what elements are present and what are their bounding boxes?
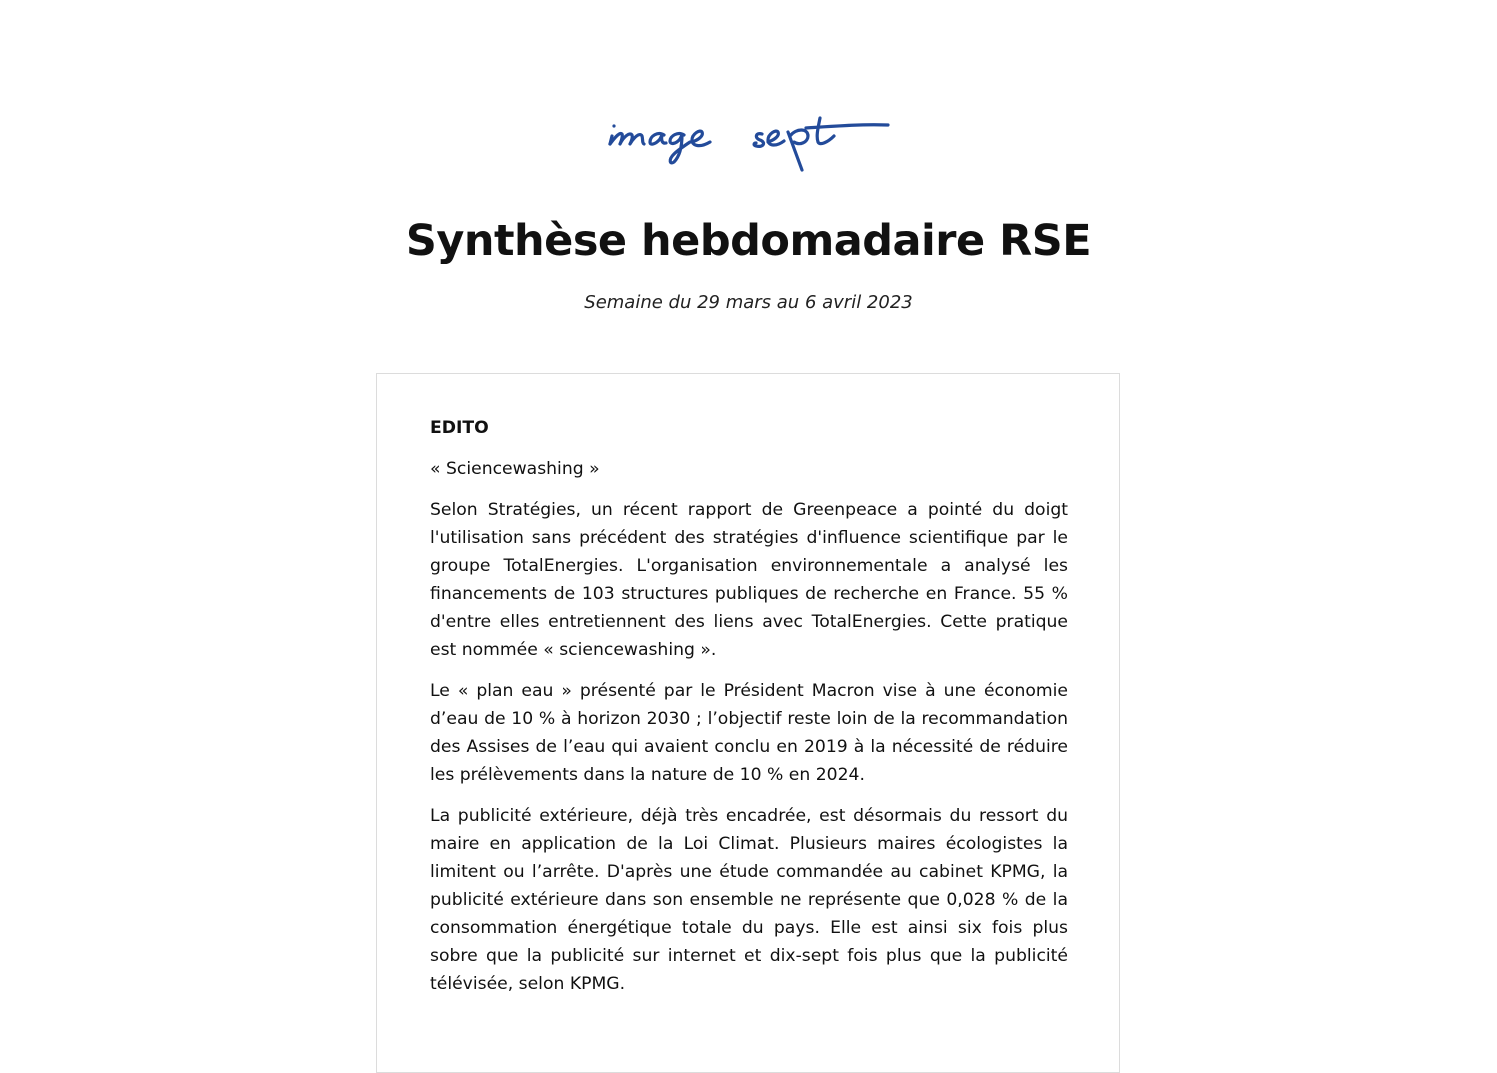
edito-tagline: « Sciencewashing » bbox=[430, 459, 600, 479]
edito-card bbox=[376, 373, 1120, 1073]
edito-heading: EDITO bbox=[430, 418, 489, 438]
image-sept-logo bbox=[606, 110, 892, 176]
edito-paragraph-1: Selon Stratégies, un récent rapport de Greenpeace a pointé du doigt l'utilisation sans précédent des stratégies d'influence scientifique par le groupe TotalEnergies. L'organisation environnementale a analysé les financements de 103 structures publiques de recherche en France. 55 % d'entre elles entretiennent des liens avec TotalEnergies. Cette pratique est nommée « sciencewashing ». bbox=[430, 500, 1068, 660]
logo-signature-drawing bbox=[606, 110, 892, 176]
edito-paragraph-2: Le « plan eau » présenté par le Président Macron vise à une économie d’eau de 10 % à horizon 2030 ; l’objectif reste loin de la recommandation des Assises de l’eau qui avaient conclu en 2019 à la nécessité de réduire les prélèvements dans la nature de 10 % en 2024. bbox=[430, 681, 1068, 785]
week-subtitle: Semaine du 29 mars au 6 avril 2023 bbox=[584, 292, 913, 313]
page-title: Synthèse hebdomadaire RSE bbox=[405, 216, 1092, 266]
edito-content bbox=[430, 414, 1068, 1011]
edito-paragraph-3: La publicité extérieure, déjà très encadrée, est désormais du ressort du maire en application de la Loi Climat. Plusieurs maires écologistes la limitent ou l’arrête. D'après une étude commandée au cabinet KPMG, la publicité extérieure dans son ensemble ne représente que 0,028 % de la consommation énergétique totale du pays. Elle est ainsi six fois plus sobre que la publicité sur internet et dix-sept fois plus que la publicité télévisée, selon KPMG. bbox=[430, 806, 1068, 994]
